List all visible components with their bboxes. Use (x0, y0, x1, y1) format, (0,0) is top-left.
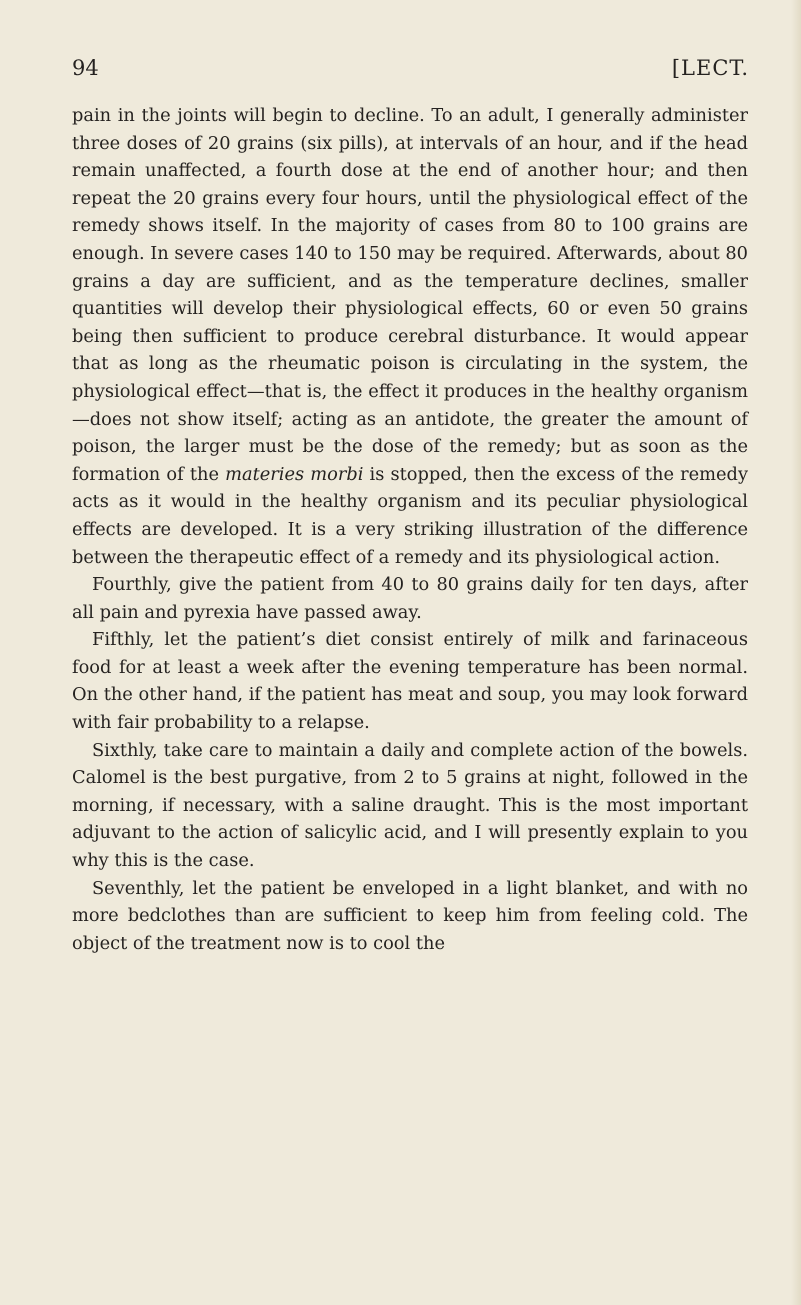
italic-term: materies morbi (225, 463, 364, 485)
paragraph-seventhly: Seventhly, let the patient be enveloped in a light blanket, and with no more bedclothes than are sufficient to keep him from feeling cold. The object of the treatment now is to cool the (72, 877, 748, 954)
paragraph-continued (72, 102, 748, 571)
page-header (72, 56, 749, 86)
paragraph-sixthly: Sixthly, take care to maintain a daily and complete action of the bowels. Calomel is the best purgative, from 2 to 5 grains at night, followed in the morning, if necessary, with a saline draught. This is the most important adjuvant to the action of salicylic acid, and I will presently explain to you why this is the case. (72, 739, 748, 872)
page-edge-shadow (791, 0, 801, 1305)
paragraph-text: is stopped, then the excess of the remedy acts as it would in the healthy organism and its peculiar physiological effects are developed. It is a very striking illustration of the difference between the therapeutic effect of a remedy and its physiological action. (72, 463, 748, 568)
paragraph-fourthly: Fourthly, give the patient from 40 to 80 grains daily for ten days, after all pain and pyrexia have passed away. (72, 574, 748, 623)
paragraph-text: pain in the joints will begin to decline. To an adult, I generally administer three doses of 20 grains (six pills), at intervals of an hour, and if the head remain unaffected, a fourth dose at the end of another hour; and then repeat the 20 grains every four hours, until the physiological effect of the remedy shows itself. In the majority of cases from 80 to 100 grains are enough. In severe cases 140 to 150 may be required. Afterwards, about 80 grains a day are sufficient, and as the temperature declines, smaller quantities will develop their physiological effects, 60 or even 50 grains being then sufficient to produce cerebral disturbance. It would appear that as long as the rheumatic poison is circulating in the system, the physiological effect—that is, the effect it produces in the healthy organism—does not show itself; acting as an antidote, the greater the amount of poison, the larger must be the dose of the remedy; but as soon as the formation of the (72, 105, 748, 485)
page-number: 94 (72, 56, 99, 80)
paragraph-fifthly: Fifthly, let the patient’s diet consist entirely of milk and farinaceous food for at least a week after the evening temperature has been normal. On the other hand, if the patient has meat and soup, you may look forward with fair probability to a relapse. (72, 629, 748, 734)
body-text (72, 102, 748, 957)
running-head: [LECT. (671, 56, 749, 80)
